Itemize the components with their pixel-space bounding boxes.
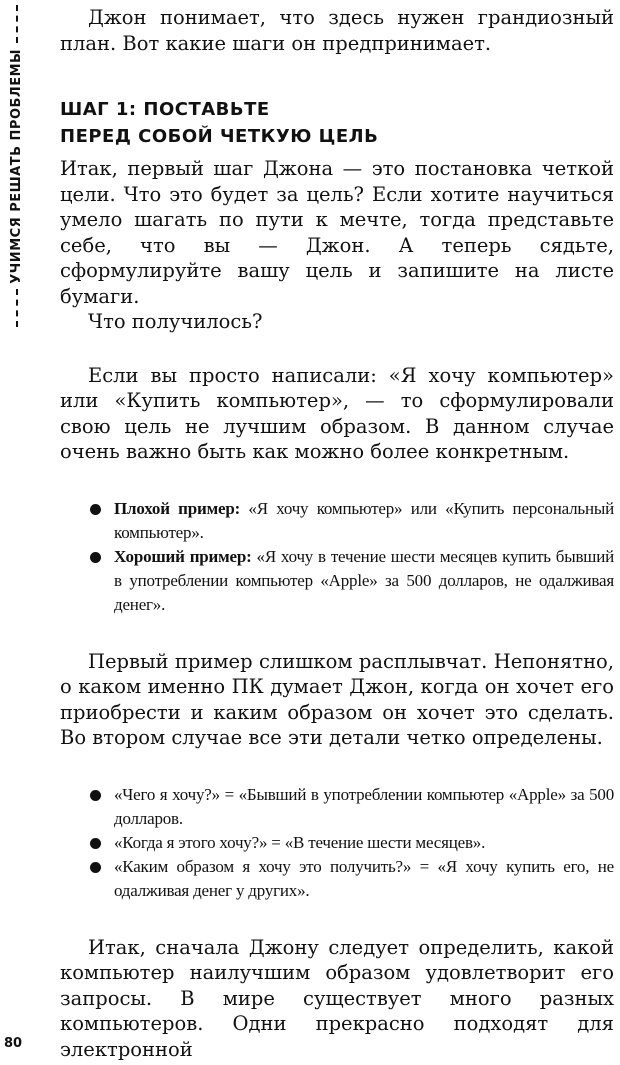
good-example-text: «Я хочу в течение шести месяцев купить бывший в употреблении компьютер «Apple» за 500 долларов, не одалживая денег». xyxy=(114,546,614,614)
breakdown-what-text: «Чего я хочу?» = «Бывший в употреблении компьютер «Apple» за 500 долларов. xyxy=(114,784,614,828)
list-item-when xyxy=(90,831,614,855)
bad-example-text: «Я хочу компьютер» или «Купить персональный компьютер». xyxy=(114,498,614,542)
list-item-how xyxy=(90,855,614,903)
breakdown-list xyxy=(60,783,614,903)
list-item-good-example xyxy=(90,545,614,617)
page-content xyxy=(60,5,614,1062)
breakdown-how-text: «Каким образом я хочу это получить?» = «Я хочу купить его, не одалживая денег у других». xyxy=(114,856,614,900)
first-vague-paragraph: Первый пример слишком расплывчат. Непонятно, о каком именно ПК думает Джон, когда он хочет его приобрести и каким образом он хочет это сделать. Во втором случае все эти детали четко определены. xyxy=(60,649,614,749)
step1-question-paragraph: Что получилось? xyxy=(88,310,263,333)
section-heading-line-2: ПЕРЕД СОБОЙ ЧЕТКУЮ ЦЕЛЬ xyxy=(60,126,379,147)
intro-paragraph: Джон понимает, что здесь нужен грандиозный план. Вот какие шаги он предпринимает. xyxy=(60,6,614,55)
step1-body-paragraph: Итак, первый шаг Джона — это постановка четкой цели. Что это будет за цель? Если хотите научиться умело шагать по пути к мечте, тогда представьте себе, что вы — Джон. А теперь сядьте, сформулируйте вашу цель и запишите на листе бумаги. xyxy=(60,157,614,308)
if-wrote-paragraph: Если вы просто написали: «Я хочу компьютер» или «Купить компьютер», — то сформулировали свою цель не лучшим образом. В данном случае очень важно быть как можно более конкретным. xyxy=(60,363,614,463)
bullet-icon xyxy=(90,838,101,849)
section-heading xyxy=(60,96,614,150)
side-rule-top xyxy=(16,5,18,43)
bullet-icon xyxy=(90,790,101,801)
page-number: 80 xyxy=(4,1036,23,1051)
bad-example-label: Плохой пример: xyxy=(114,498,241,518)
side-rule-bottom xyxy=(16,289,18,327)
list-item-what xyxy=(90,783,614,831)
section-heading-line-1: ШАГ 1: ПОСТАВЬТЕ xyxy=(60,99,270,120)
bullet-icon xyxy=(90,504,101,515)
closing-paragraph: Итак, сначала Джону следует определить, какой компьютер наилучшим образом удовлетворит его запросы. В мире существует много разных компьютеров. Одни прекрасно подходят для электронной xyxy=(60,935,614,1061)
bullet-icon xyxy=(90,862,101,873)
list-item-bad-example xyxy=(90,497,614,545)
side-running-head-text: УЧИМСЯ РЕШАТЬ ПРОБЛЕМЫ xyxy=(9,48,24,284)
good-example-label: Хороший пример: xyxy=(114,546,252,566)
breakdown-when-text: «Когда я этого хочу?» = «В течение шести месяцев». xyxy=(114,832,486,852)
side-running-head xyxy=(5,5,29,327)
bullet-icon xyxy=(90,552,101,563)
examples-list xyxy=(60,497,614,617)
